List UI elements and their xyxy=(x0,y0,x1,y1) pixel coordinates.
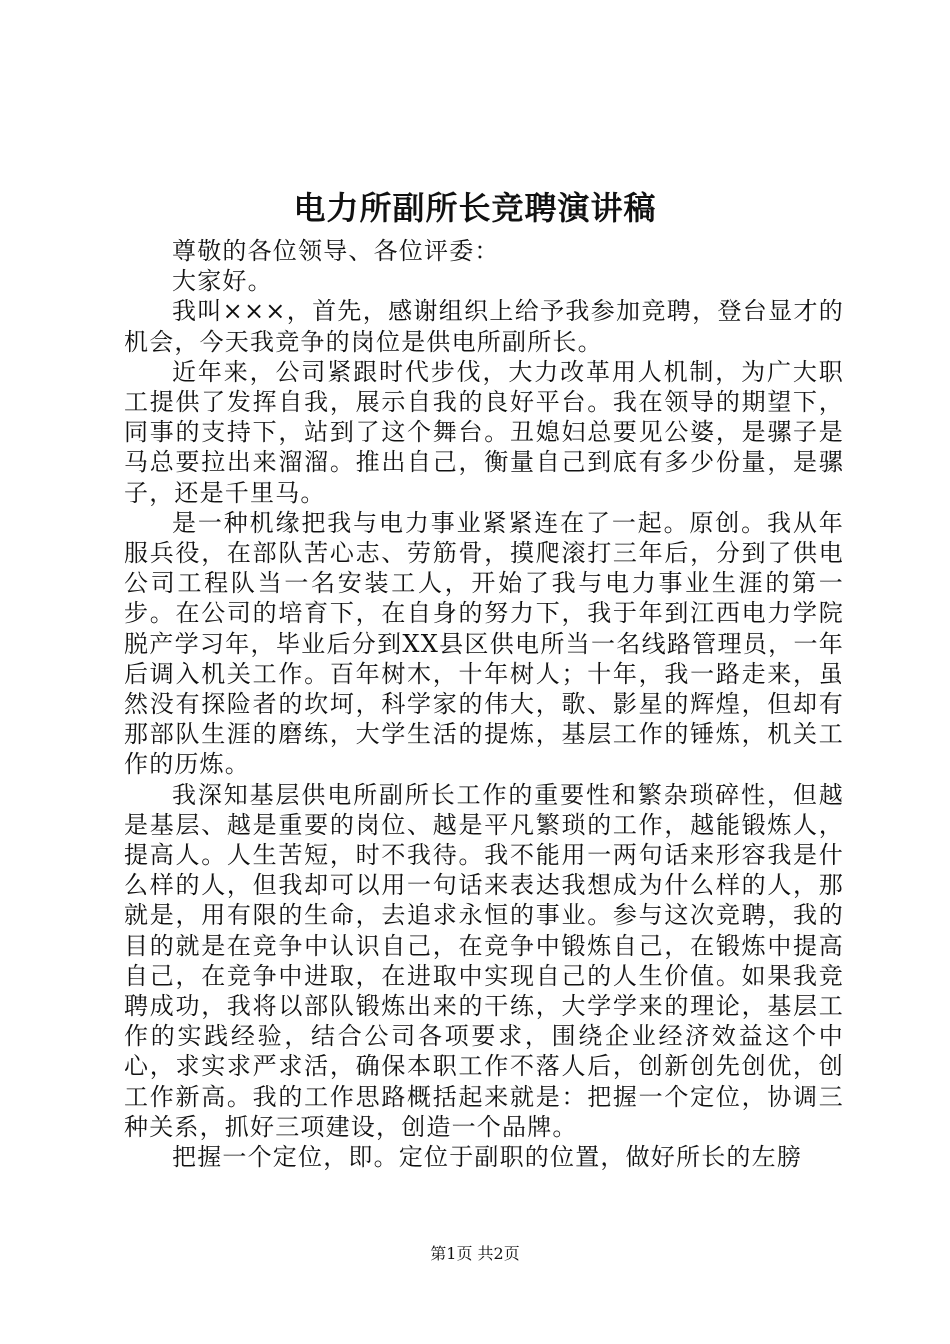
body-paragraph: 把握一个定位，即。定位于副职的位置，做好所长的左膀 xyxy=(172,1143,802,1172)
body-paragraph: 是一种机缘把我与电力事业紧紧连在了一起。原创。我从年服兵役，在部队苦心志、劳筋骨，摸爬滚打三年后，分到了供电公司工程队当一名安装工人，开始了我与电力事业生涯的第一步。在公司的培育下，在自身的努力下，我于年到江西电力学院脱产学习年，毕业后分到XX县区供电所当一名线路管理员，一年后调入机关工作。百年树木，十年树人；十年，我一路走来，虽然没有探险者的坎坷，科学家的伟大，歌、影星的辉煌，但却有那部队生涯的磨练，大学生活的提炼，基层工作的锤炼，机关工作的历炼。 xyxy=(124,508,844,779)
body-paragraph: 近年来，公司紧跟时代步伐，大力改革用人机制，为广大职工提供了发挥自我，展示自我的良好平台。我在领导的期望下，同事的支持下，站到了这个舞台。丑媳妇总要见公婆，是骡子是马总要拉出来溜溜。推出自己，衡量自己到底有多少份量，是骡子，还是千里马。 xyxy=(124,357,844,507)
greeting-paragraph: 大家好。 xyxy=(172,267,273,296)
body-paragraph: 我叫×××，首先，感谢组织上给予我参加竞聘，登台显才的机会，今天我竞争的岗位是供电所副所长。 xyxy=(124,297,844,356)
salutation-paragraph: 尊敬的各位领导、各位评委： xyxy=(172,237,500,265)
page-number-footer: 第1页 共2页 xyxy=(430,1244,520,1263)
document-body xyxy=(124,236,844,1172)
body-paragraph: 我深知基层供电所副所长工作的重要性和繁杂琐碎性，但越是基层、越是重要的岗位、越是平凡繁琐的工作，越能锻炼人，提高人。人生苦短，时不我待。我不能用一两句话来形容我是什么样的人，但我却可以用一句话来表达我想成为什么样的人，那就是，用有限的生命，去追求永恒的事业。参与这次竞聘，我的目的就是在竞争中认识自己，在竞争中锻炼自己，在锻炼中提高自己，在竞争中进取，在进取中实现自己的人生价值。如果我竞聘成功，我将以部队锻炼出来的干练，大学学来的理论，基层工作的实践经验，结合公司各项要求，围绕企业经济效益这个中心，求实求严求活，确保本职工作不落人后，创新创先创优，创工作新高。我的工作思路概括起来就是：把握一个定位，协调三种关系，抓好三项建设，创造一个品牌。 xyxy=(124,780,844,1141)
document-title: 电力所副所长竞聘演讲稿 xyxy=(293,189,657,227)
